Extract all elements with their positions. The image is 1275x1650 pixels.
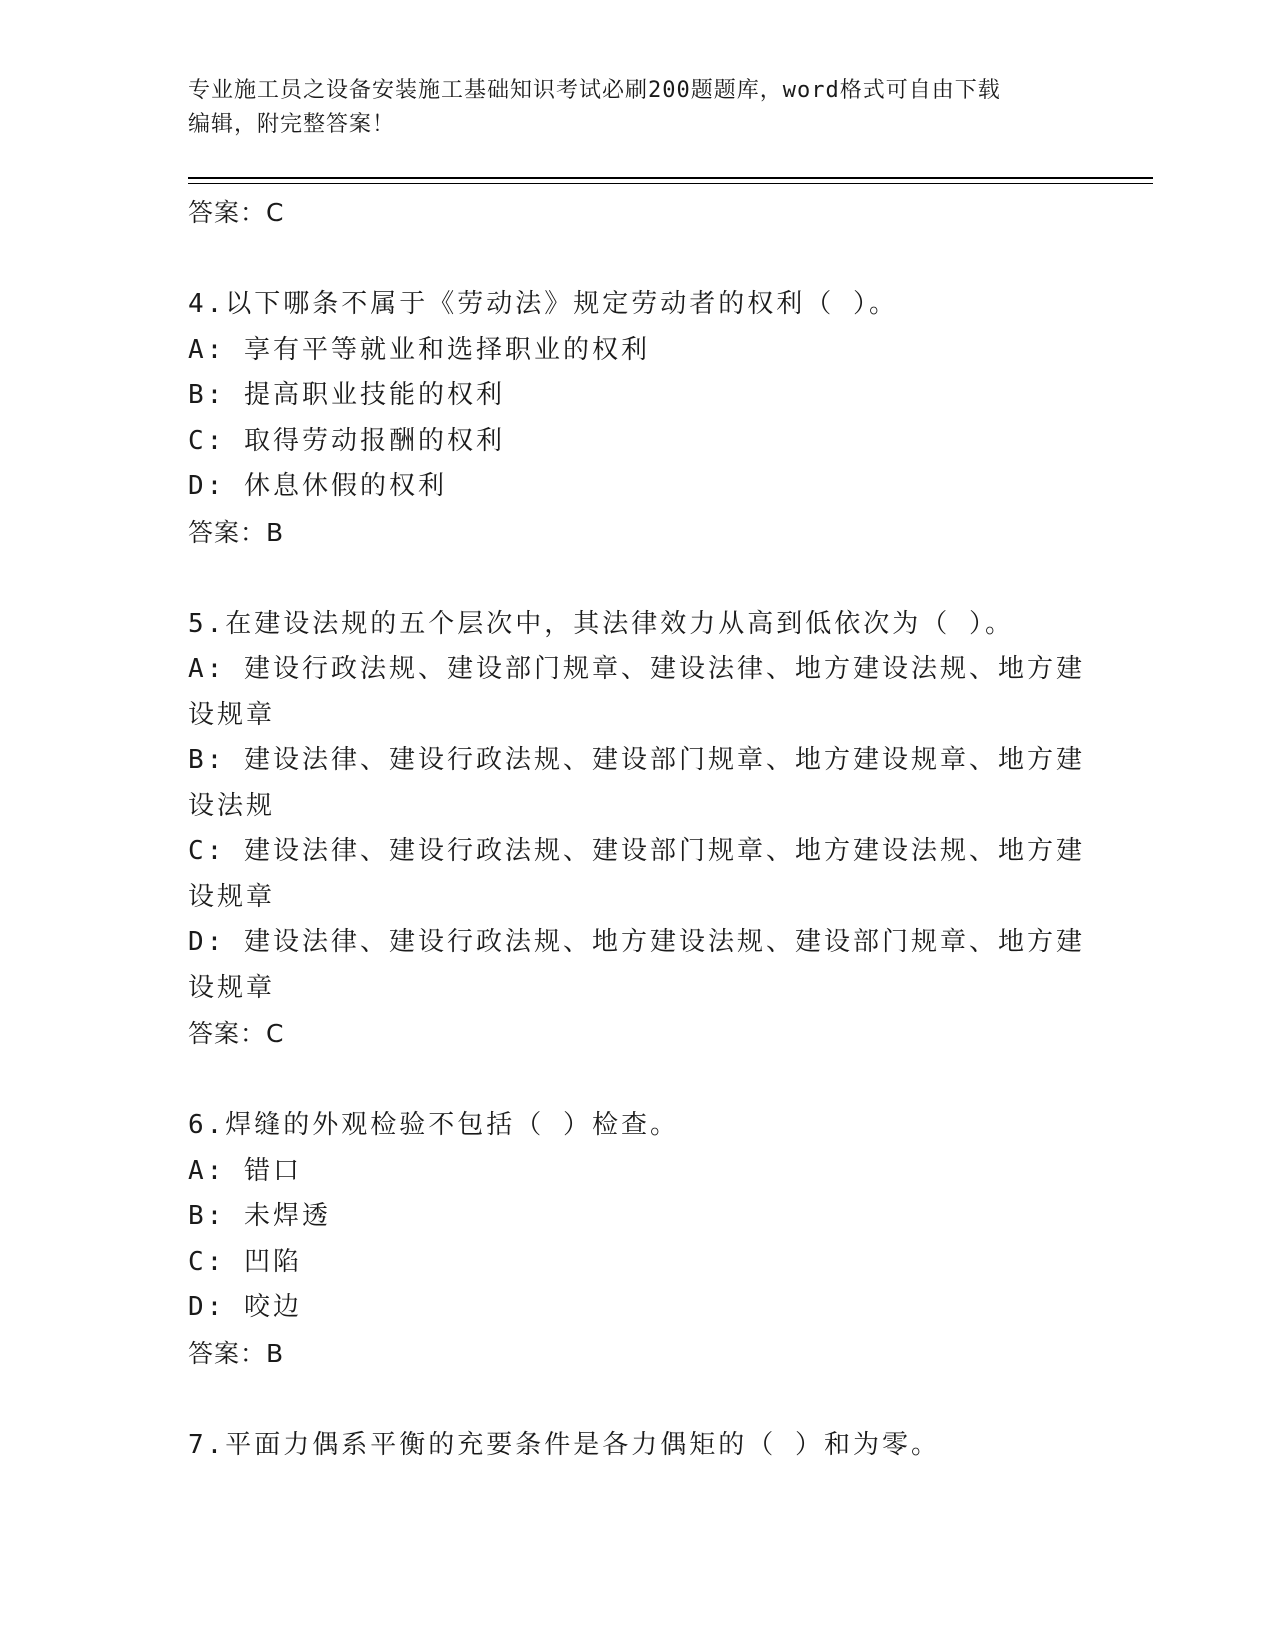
question-6 xyxy=(188,1103,1088,1377)
header-title-line1: 专业施工员之设备安装施工基础知识考试必刷200题题库，word格式可自由下载 xyxy=(188,78,1001,103)
question-stem: 4.以下哪条不属于《劳动法》规定劳动者的权利（ ）。 xyxy=(188,289,898,319)
option-c-line1: C: 建设法律、建设行政法规、建设部门规章、地方建设法规、地方建 xyxy=(188,836,1085,866)
option-a: A: 错口 xyxy=(188,1155,302,1186)
header-rule-thin xyxy=(188,183,1153,184)
document-header xyxy=(188,74,1068,142)
option-a: A: 享有平等就业和选择职业的权利 xyxy=(188,334,650,365)
header-title-line2: 编辑，附完整答案！ xyxy=(188,112,396,137)
answer: 答案：B xyxy=(188,1338,285,1368)
answer-q3: 答案：C xyxy=(188,198,285,227)
answer: 答案：C xyxy=(188,1019,285,1048)
spacer xyxy=(188,556,1088,602)
question-list xyxy=(188,190,1088,1468)
question-5 xyxy=(188,602,1088,1058)
question-stem: 5.在建设法规的五个层次中，其法律效力从高到低依次为（ ）。 xyxy=(188,608,1014,639)
option-c: C: 取得劳动报酬的权利 xyxy=(188,425,505,456)
option-b-line2: 设法规 xyxy=(188,790,276,821)
option-c-line2: 设规章 xyxy=(188,881,276,912)
question-7 xyxy=(188,1423,1088,1469)
spacer xyxy=(188,1057,1088,1103)
spacer xyxy=(188,236,1088,282)
option-c: C: 凹陷 xyxy=(188,1246,302,1277)
question-stem: 7.平面力偶系平衡的充要条件是各力偶矩的（ ）和为零。 xyxy=(188,1429,940,1460)
option-b: B: 未焊透 xyxy=(188,1201,331,1231)
option-a-line2: 设规章 xyxy=(188,699,276,730)
header-rule-thick xyxy=(188,177,1153,179)
option-d-line1: D: 建设法律、建设行政法规、地方建设法规、建设部门规章、地方建 xyxy=(188,927,1085,957)
option-a-line1: A: 建设行政法规、建设部门规章、建设法律、地方建设法规、地方建 xyxy=(188,654,1085,684)
question-stem: 6.焊缝的外观检验不包括（ ）检查。 xyxy=(188,1110,679,1140)
option-d-line2: 设规章 xyxy=(188,972,276,1003)
option-d: D: 休息休假的权利 xyxy=(188,471,447,501)
question-4 xyxy=(188,282,1088,556)
answer: 答案：B xyxy=(188,517,285,547)
spacer xyxy=(188,1377,1088,1423)
option-b: B: 提高职业技能的权利 xyxy=(188,380,505,410)
option-b-line1: B: 建设法律、建设行政法规、建设部门规章、地方建设规章、地方建 xyxy=(188,745,1085,775)
option-d: D: 咬边 xyxy=(188,1292,302,1322)
